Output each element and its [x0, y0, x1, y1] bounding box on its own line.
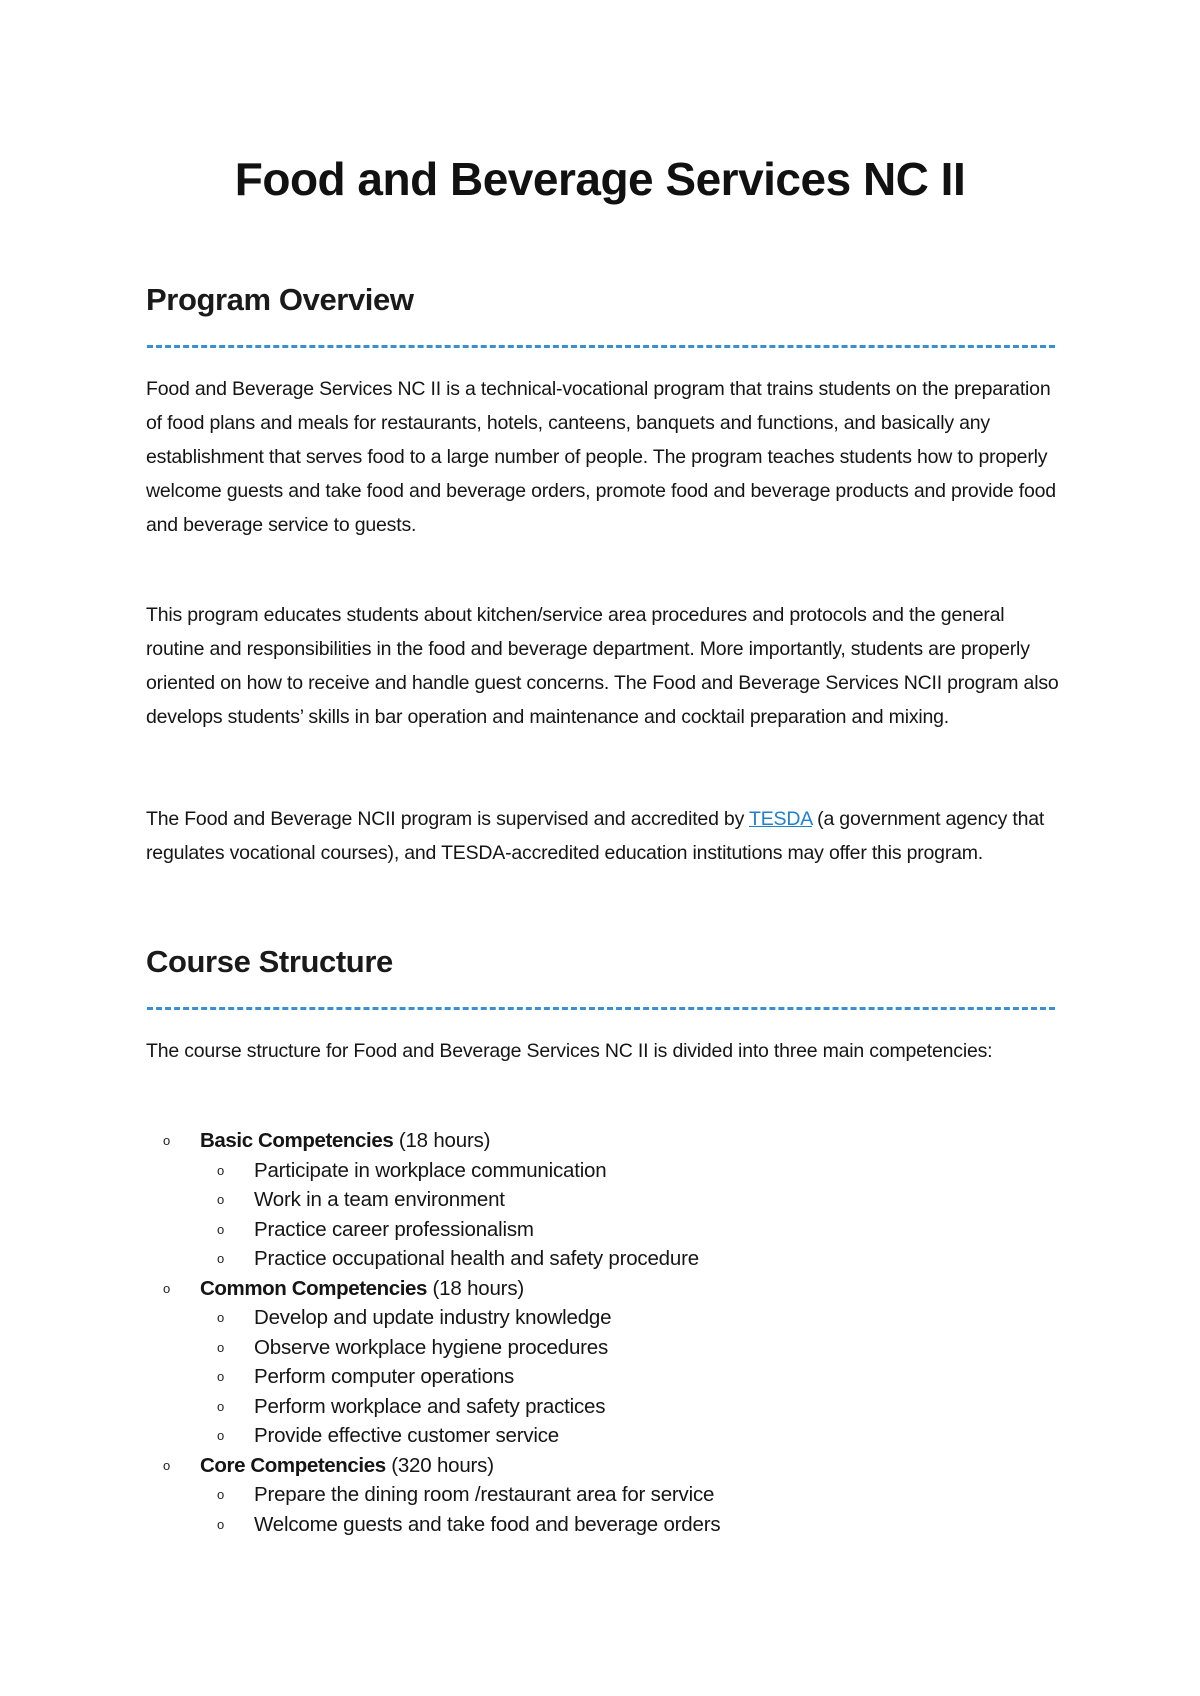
tesda-link[interactable]: TESDA [749, 808, 812, 830]
hollow-bullet-icon: o [217, 1369, 225, 1384]
overview-paragraph-3 [146, 802, 1066, 870]
document-title: Food and Beverage Services NC II [234, 153, 966, 205]
paragraph-text: The Food and Beverage NCII program is supervised and accredited by [146, 808, 749, 830]
competency-list [146, 1126, 1046, 1539]
overview-paragraph-1: Food and Beverage Services NC II is a technical-vocational program that trains students on the preparation of food plans and meals for restaurants, hotels, canteens, banquets and functions, and basically any establishment that serves food to a large number of people. The program teaches students how to properly welcome guests and take food and beverage orders, promote food and beverage products and provide food and beverage service to guests. [146, 378, 1056, 536]
list-item-text: Provide effective customer service [254, 1424, 560, 1447]
list-item-text: Perform computer operations [254, 1365, 515, 1388]
list-item [146, 1362, 1046, 1392]
list-item-text: Practice career professionalism [254, 1217, 534, 1241]
hollow-bullet-icon: o [217, 1192, 225, 1207]
section-heading-program-overview: Program Overview [146, 282, 414, 317]
hollow-bullet-icon: o [217, 1398, 225, 1414]
category-hours: (18 hours) [393, 1129, 491, 1152]
hollow-bullet-icon: o [217, 1487, 225, 1502]
category-hours: (320 hours) [385, 1453, 494, 1477]
list-item [146, 1215, 1046, 1245]
hollow-bullet-icon: o [217, 1310, 225, 1325]
overview-paragraph-2: This program educates students about kitchen/service area procedures and protocols and the general routine and responsibilities in the food and beverage department. More importantly, students are properly oriented on how to receive and handle guest concerns. The Food and Beverage Services NCII program also develops students’ skills in bar operation and maintenance and cocktail preparation and mixing. [146, 604, 1059, 728]
hollow-bullet-icon: o [217, 1162, 225, 1178]
hollow-bullet-icon: o [217, 1251, 225, 1266]
list-item [146, 1333, 1046, 1363]
list-item [146, 1303, 1046, 1333]
list-item-text: Observe workplace hygiene procedures [254, 1335, 609, 1359]
hollow-bullet-icon: o [163, 1280, 171, 1296]
section-divider [147, 345, 1055, 348]
list-item-category [146, 1451, 1046, 1481]
category-name: Basic Competencies [200, 1129, 394, 1152]
list-item-text: Develop and update industry knowledge [254, 1306, 612, 1329]
list-item [146, 1156, 1046, 1186]
section-heading-course-structure: Course Structure [146, 944, 393, 979]
list-item-text: Participate in workplace communication [254, 1158, 607, 1182]
list-item-text: Perform workplace and safety practices [254, 1394, 606, 1418]
list-item-text: Work in a team environment [254, 1188, 505, 1211]
list-item [146, 1421, 1046, 1451]
list-item [146, 1480, 1046, 1510]
list-item [146, 1244, 1046, 1274]
hollow-bullet-icon: o [217, 1516, 225, 1532]
hollow-bullet-icon: o [163, 1133, 171, 1148]
list-item-category [146, 1126, 1046, 1156]
list-item-text: Welcome guests and take food and beverage orders [254, 1512, 721, 1536]
hollow-bullet-icon: o [217, 1221, 225, 1237]
category-hours: (18 hours) [427, 1276, 524, 1300]
hollow-bullet-icon: o [217, 1428, 225, 1443]
category-name: Common Competencies [200, 1276, 428, 1300]
list-item [146, 1510, 1046, 1540]
list-item [146, 1185, 1046, 1215]
paragraph-text: (a government agency that regulates vocational courses), and TESDA-accredited education institutions may offer this program. [146, 808, 1045, 864]
list-item [146, 1392, 1046, 1422]
hollow-bullet-icon: o [217, 1339, 225, 1355]
list-item-text: Prepare the dining room /restaurant area for service [254, 1483, 715, 1506]
course-structure-intro: The course structure for Food and Beverage Services NC II is divided into three main competencies: [146, 1040, 993, 1062]
category-name: Core Competencies [200, 1453, 386, 1477]
section-divider [147, 1007, 1055, 1010]
list-item-text: Practice occupational health and safety procedure [254, 1247, 699, 1270]
list-item-category [146, 1274, 1046, 1304]
hollow-bullet-icon: o [163, 1457, 171, 1473]
